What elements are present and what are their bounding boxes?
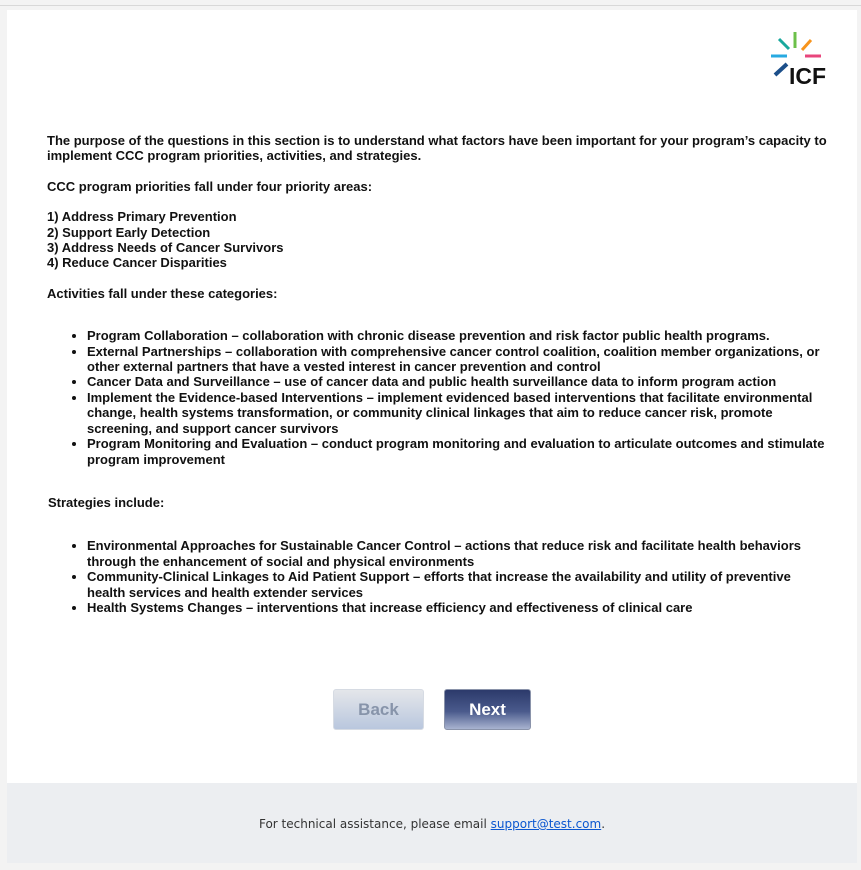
strategy-item: • Community-Clinical Linkages to Aid Patient Support – efforts that increase the availability and utility of preventive health services and health extender services [87,569,832,600]
activity-item: • Program Monitoring and Evaluation – conduct program monitoring and evaluation to articulate outcomes and stimulate program improvement [87,436,832,467]
survey-panel [7,10,857,783]
activities-list [47,328,832,467]
activity-item: • Program Collaboration – collaboration with chronic disease prevention and risk factor public health programs. [87,328,832,343]
footer-text: For technical assistance, please email [258,817,487,831]
next-button[interactable]: Next [444,689,531,730]
support-email-link[interactable]: support@test.com [490,817,602,831]
back-button[interactable]: Back [333,689,424,730]
footer [7,783,857,863]
priority-item: 2) Support Early Detection [47,224,211,240]
intro-text: The purpose of the questions in this section is to understand what factors have been important for your program’s capacity to implement CCC program priorities, activities, and strategies. [47,133,827,164]
priority-item: 4) Reduce Cancer Disparities [47,255,227,271]
strategies-heading: Strategies include: [48,494,165,510]
strategy-item: • Health Systems Changes – interventions that increase efficiency and effectiveness of clinical care [87,600,832,615]
icf-logo [769,28,839,94]
priorities-heading: CCC program priorities fall under four priority areas: [47,178,373,194]
priority-item: 1) Address Primary Prevention [47,209,237,225]
top-border [0,5,861,6]
priority-item: 3) Address Needs of Cancer Survivors [47,240,284,256]
strategies-list [47,538,832,615]
strategy-item: • Environmental Approaches for Sustainable Cancer Control – actions that reduce risk and facilitate health behaviors through the enhancement of social and physical environments [87,538,832,569]
activity-item: • Implement the Evidence-based Interventions – implement evidenced based interventions that facilitate environmental change, health systems transformation, or community clinical linkages that aim to reduce cancer risk, promote screening, and support cancer survivors [87,390,832,436]
instructions [47,133,832,615]
activities-heading: Activities fall under these categories: [47,285,278,301]
activity-item: • Cancer Data and Surveillance – use of cancer data and public health surveillance data to inform program action [87,374,832,389]
svg-text:ICF: ICF [789,63,827,89]
footer-suffix: . [601,817,606,831]
activity-item: • External Partnerships – collaboration with comprehensive cancer control coalition, coalition member organizations, or other external partners that have a vested interest in cancer prevention and control [87,344,832,375]
